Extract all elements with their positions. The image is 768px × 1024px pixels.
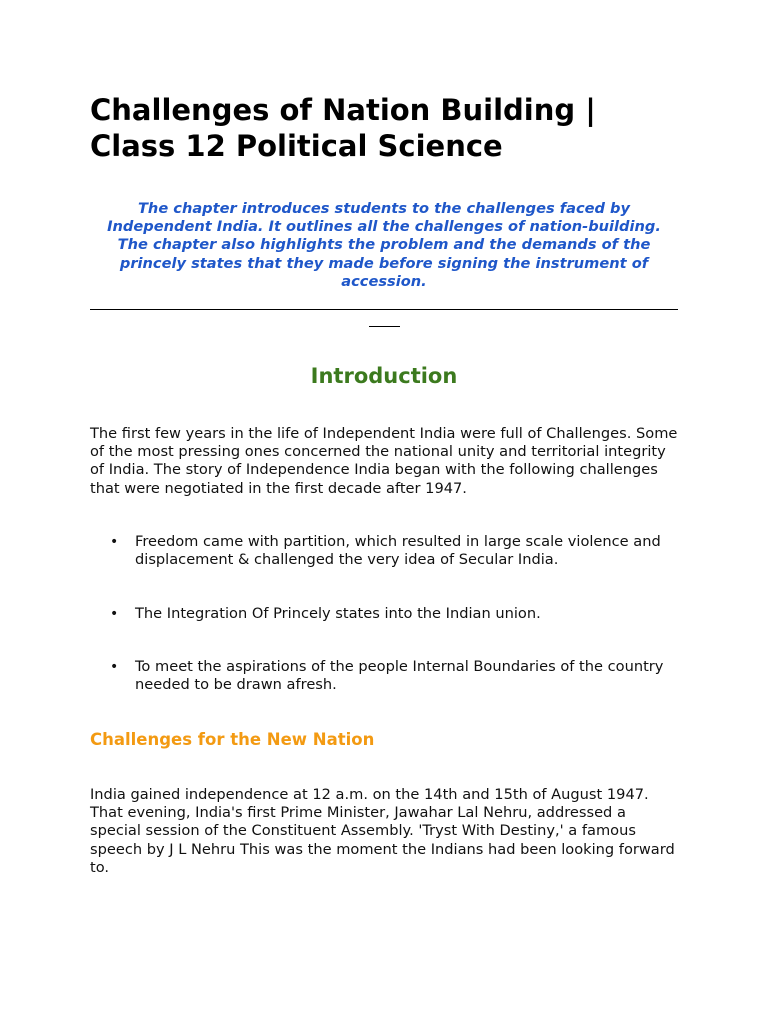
list-item	[90, 533, 678, 569]
list-item-text: To meet the aspirations of the people Internal Boundaries of the country needed to be drawn afresh.	[135, 658, 664, 694]
challenges-paragraph: India gained independence at 12 a.m. on the 14th and 15th of August 1947. That evening, India's first Prime Minister, Jawahar Lal Nehru, addressed a special session of the Constituent Assembly. 'Tryst With Destiny,' a famous speech by J L Nehru This was the moment the Indians had been looking forward to.	[90, 786, 675, 876]
list-item-text: The Integration Of Princely states into the Indian union.	[135, 605, 541, 622]
page-title: Challenges of Nation Building | Class 12 Political Science	[90, 93, 596, 163]
bullet-icon: •	[110, 659, 119, 675]
bullet-icon: •	[110, 606, 119, 622]
list-item	[90, 658, 678, 694]
divider-line-continuation	[369, 312, 400, 327]
introduction-heading: Introduction	[310, 364, 458, 388]
divider-line	[90, 294, 678, 310]
introduction-paragraph: The first few years in the life of Independent India were full of Challenges. Some of the most pressing ones concerned the national unity and territorial integrity of India. The story of Independence India began with the following challenges that were negotiated in the first decade after 1947.	[90, 425, 678, 497]
horizontal-divider	[90, 294, 678, 331]
list-item-text: Freedom came with partition, which resulted in large scale violence and displacement & challenged the very idea of Secular India.	[135, 533, 661, 569]
list-item	[90, 605, 678, 623]
bullet-icon: •	[110, 534, 119, 550]
challenges-heading: Challenges for the New Nation	[90, 730, 375, 749]
chapter-summary: The chapter introduces students to the challenges faced by Independent India. It outlines all the challenges of nation-building. The chapter also highlights the problem and the demands of the princely states that they made before signing the instrument of accession.	[107, 200, 661, 290]
